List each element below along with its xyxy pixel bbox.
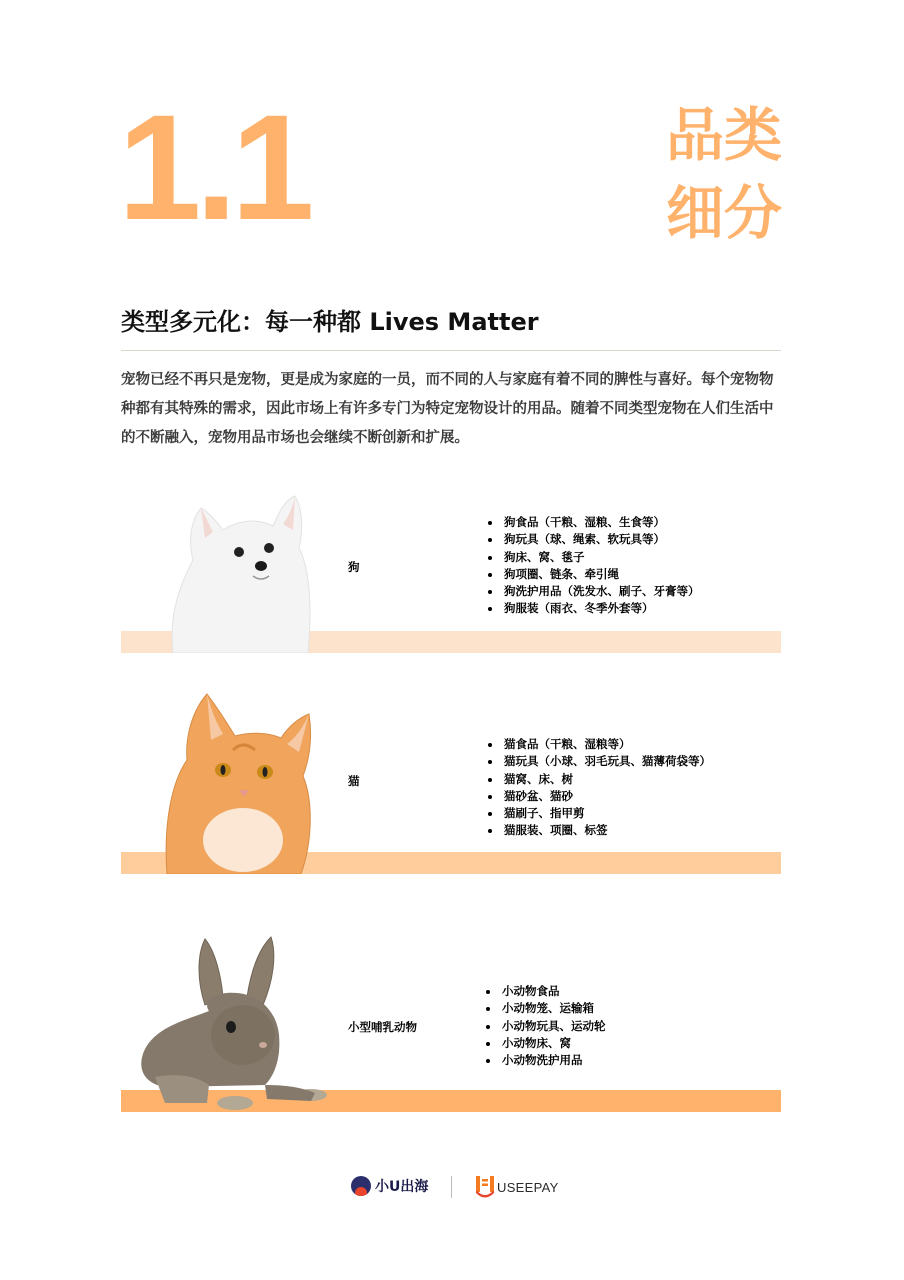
list-item: • 猫玩具（小球、羽毛玩具、猫薄荷袋等） [502,753,711,770]
product-list [484,736,711,840]
category-row-dog [121,490,781,655]
list-item: • 狗食品（干粮、湿粮、生食等） [502,514,700,531]
list-item: • 狗玩具（球、绳索、软玩具等） [502,531,700,548]
list-item: • 猫窝、床、树 [502,771,711,788]
xiaou-logo-text: 小U出海 [375,1179,429,1195]
list-item: • 小动物玩具、运动轮 [500,1018,606,1035]
cat-photo [163,690,313,874]
dog-photo [143,490,313,653]
list-item: • 狗项圈、链条、牵引绳 [502,566,700,583]
list-item: • 狗洗护用品（洗发水、刷子、牙膏等） [502,583,700,600]
footer [0,1172,904,1202]
list-item: • 小动物食品 [500,983,606,1000]
category-title: 品类细分 [665,101,782,247]
category-row-small-mammal [121,935,781,1115]
useepay-logo [476,1176,559,1198]
useepay-logo-icon [476,1176,494,1198]
divider [121,350,781,351]
animal-label: 狗 [348,560,360,574]
list-item: • 小动物床、窝 [500,1035,606,1052]
category-row-cat [121,690,781,875]
animal-label: 小型哺乳动物 [348,1020,417,1034]
section-number: 1.1 [118,83,309,251]
list-item: • 狗床、窝、毯子 [502,549,700,566]
intro-paragraph: 宠物已经不再只是宠物，更是成为家庭的一员，而不同的人与家庭有着不同的脾性与喜好。每个宠物物种都有其特殊的需求，因此市场上有许多专门为特定宠物设计的用品。随着不同类型宠物在人们生活中的不断融入，宠物用品市场也会继续不断创新和扩展。 [121,372,774,446]
list-item: • 猫砂盆、猫砂 [502,788,711,805]
rabbit-photo [135,935,331,1115]
list-item: • 狗服装（雨衣、冬季外套等） [502,600,700,617]
xiaou-logo [351,1176,428,1196]
list-item: • 猫食品（干粮、湿粮等） [502,736,711,753]
xiaou-logo-icon [351,1176,371,1196]
footer-separator [451,1176,452,1198]
list-item: • 小动物笼、运输箱 [500,1000,606,1017]
useepay-logo-text: USEEPAY [497,1179,559,1195]
product-list [484,514,700,618]
section-heading: 类型多元化：每一种都 Lives Matter [121,308,539,336]
animal-label: 猫 [348,774,360,788]
list-item: • 小动物洗护用品 [500,1052,606,1069]
list-item: • 猫刷子、指甲剪 [502,805,711,822]
list-item: • 猫服装、项圈、标签 [502,822,711,839]
product-list [482,983,606,1069]
